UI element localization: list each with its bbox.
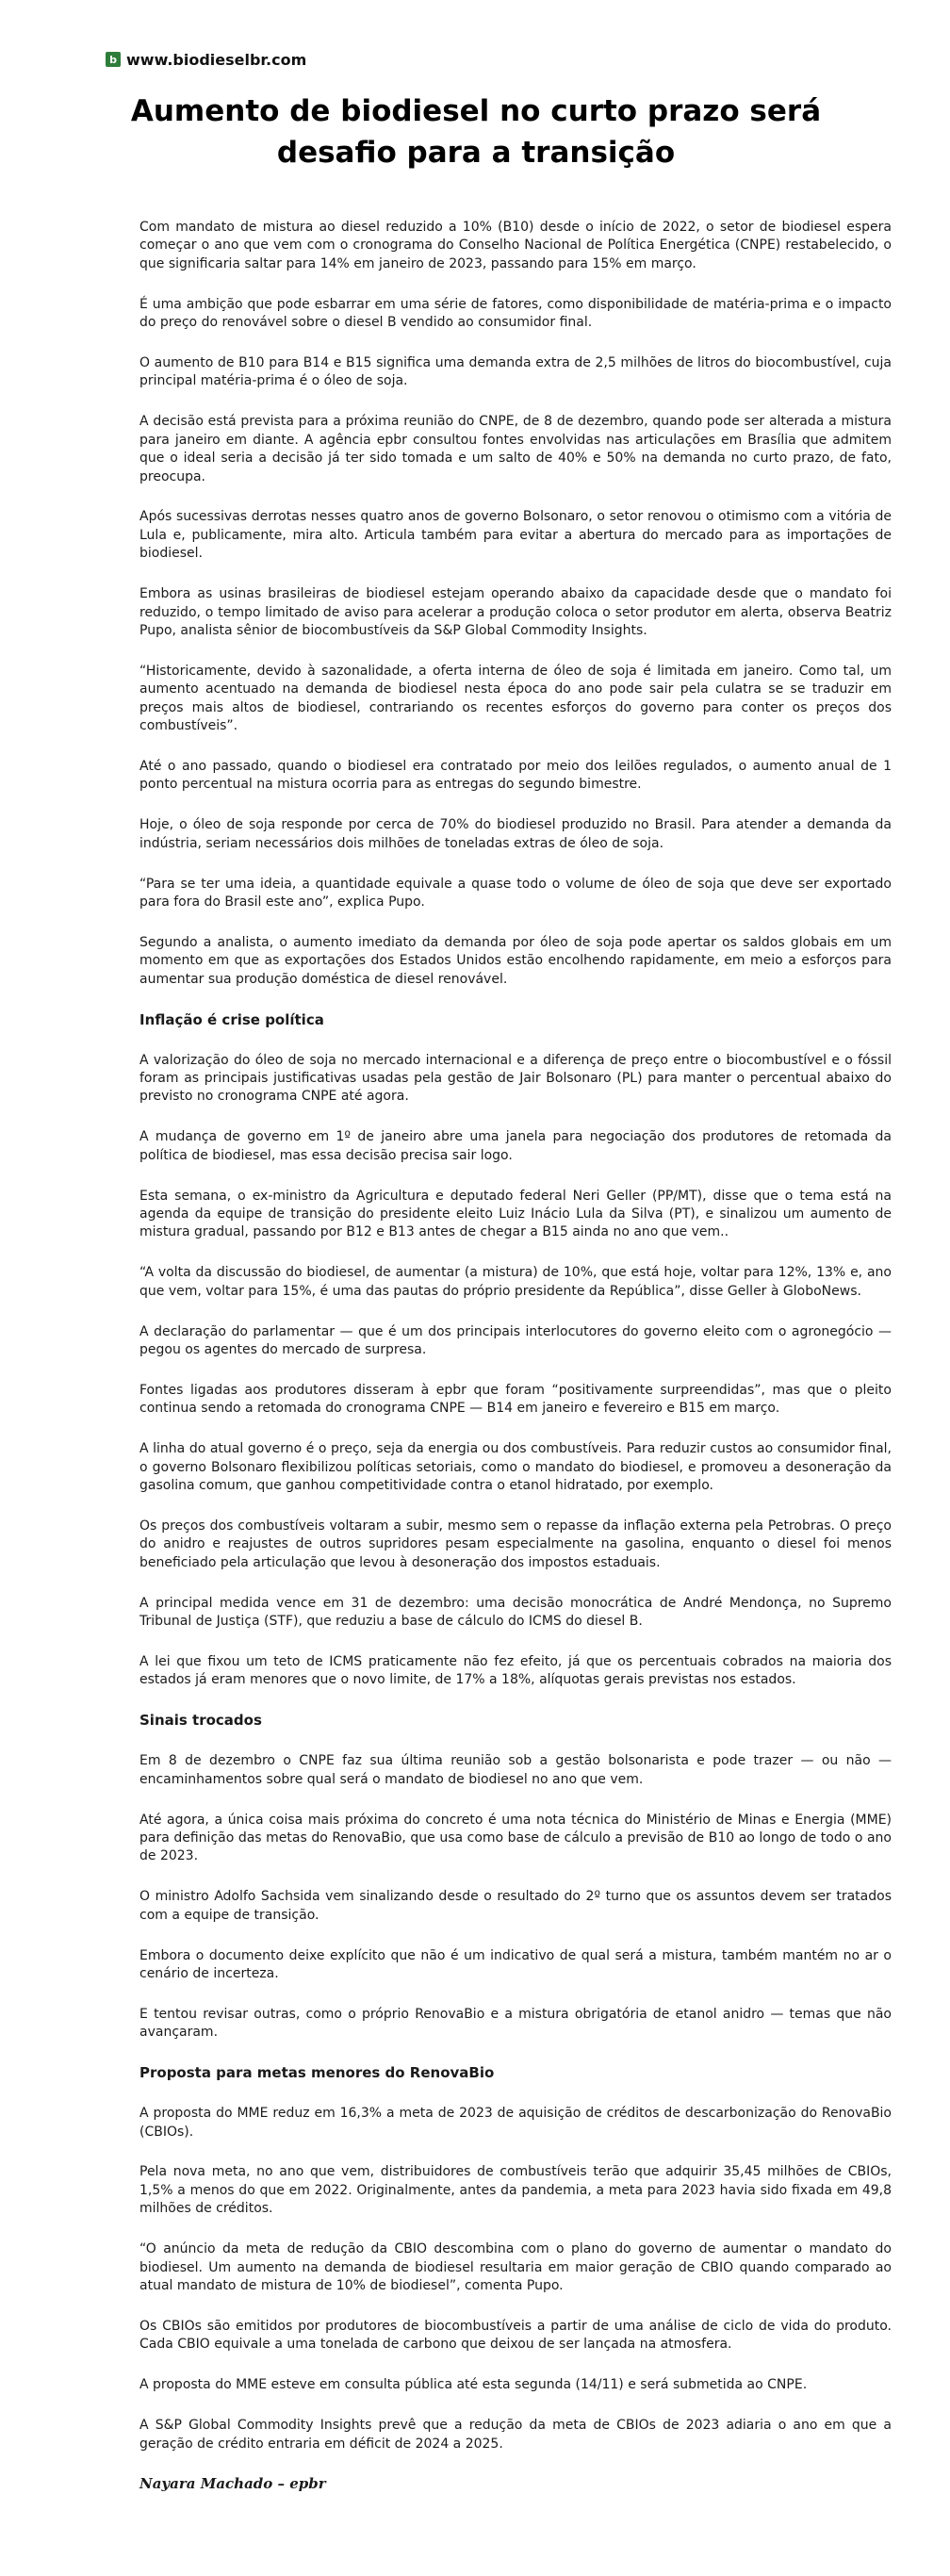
article-paragraph: E tentou revisar outras, como o próprio RenovaBio e a mistura obrigatória de etanol anidro — temas que não avançaram. <box>139 2006 892 2041</box>
section-heading: Inflação é crise política <box>139 1010 324 1028</box>
article-body <box>139 219 892 2494</box>
article-paragraph: Hoje, o óleo de soja responde por cerca de 70% do biodiesel produzido no Brasil. Para atender a demanda da indústria, seriam necessários dois milhões de toneladas extras de óleo de soja. <box>139 817 892 851</box>
article-title: Aumento de biodiesel no curto prazo será desafio para a transição <box>130 94 822 170</box>
article-paragraph: Com mandato de mistura ao diesel reduzido a 10% (B10) desde o início de 2022, o setor de biodiesel espera começar o ano que vem com o cronograma do Conselho Nacional de Política Energética (CNPE) restabelecido, o que significaria saltar para 14% em janeiro de 2023, passando para 15% em março. <box>139 220 892 271</box>
article-paragraph: A proposta do MME reduz em 16,3% a meta de 2023 de aquisição de créditos de descarbonização do RenovaBio (CBIOs). <box>139 2106 892 2140</box>
article-paragraph: A proposta do MME esteve em consulta pública até esta segunda (14/11) e será submetida ao CNPE. <box>139 2377 808 2393</box>
article-paragraph: Após sucessivas derrotas nesses quatro anos de governo Bolsonaro, o setor renovou o otimismo com a vitória de Lula e, publicamente, mira alto. Articula também para evitar a abertura do mercado para as importações de biodiesel. <box>139 509 892 562</box>
author-byline: Nayara Machado – epbr <box>139 2475 326 2493</box>
article-paragraph: É uma ambição que pode esbarrar em uma série de fatores, como disponibilidade de matéria-prima e o impacto do preço do renovável sobre o diesel B vendido ao consumidor final. <box>139 296 892 331</box>
article-paragraph: Esta semana, o ex-ministro da Agricultura e deputado federal Neri Geller (PP/MT), disse que o tema está na agenda da equipe de transição do presidente eleito Luiz Inácio Lula da Silva (PT), e sinalizou um aumento de mistura gradual, passando por B12 e B13 antes de chegar a B15 ainda no ano que vem.. <box>139 1188 892 1240</box>
article-paragraph: Os CBIOs são emitidos por produtores de biocombustíveis a partir de uma análise de ciclo de vida do produto. Cada CBIO equivale a uma tonelada de carbono que deixou de ser lançada na atmosfera. <box>139 2318 892 2353</box>
article-paragraph: Os preços dos combustíveis voltaram a subir, mesmo sem o repasse da inflação externa pela Petrobras. O preço do anidro e reajustes de outros supridores pesam especialmente na gasolina, enquanto o diesel foi menos beneficiado pela articulação que levou à desoneração dos impostos estaduais. <box>139 1518 892 1570</box>
article-paragraph: Fontes ligadas aos produtores disseram à epbr que foram “positivamente surpreendidas”, mas que o pleito continua sendo a retomada do cronograma CNPE — B14 em janeiro e fevereiro e B15 em março. <box>139 1382 892 1417</box>
section-heading: Sinais trocados <box>139 1712 262 1730</box>
article-paragraph: A S&P Global Commodity Insights prevê que a redução da meta de CBIOs de 2023 adiaria o ano em que a geração de crédito entraria em déficit de 2024 a 2025. <box>139 2418 892 2452</box>
article-paragraph: “A volta da discussão do biodiesel, de aumentar (a mistura) de 10%, que está hoje, voltar para 12%, 13% e, ano que vem, voltar para 15%, é uma das pautas do próprio presidente da República”, disse Geller à GloboNews. <box>139 1265 892 1299</box>
article-paragraph: Até agora, a única coisa mais próxima do concreto é uma nota técnica do Ministério de Minas e Energia (MME) para definição das metas do RenovaBio, que usa como base de cálculo a previsão de B10 ao longo de todo o ano de 2023. <box>139 1812 892 1864</box>
article-paragraph: A lei que fixou um teto de ICMS praticamente não fez efeito, já que os percentuais cobrados na maioria dos estados já eram menores que o novo limite, de 17% a 18%, alíquotas gerais previstas nos estados. <box>139 1654 892 1688</box>
article-paragraph: O aumento de B10 para B14 e B15 significa uma demanda extra de 2,5 milhões de litros do biocombustível, cuja principal matéria-prima é o óleo de soja. <box>139 355 892 389</box>
article-paragraph: Em 8 de dezembro o CNPE faz sua última reunião sob a gestão bolsonarista e pode trazer — ou não — encaminhamentos sobre qual será o mandato de biodiesel no ano que vem. <box>139 1753 892 1787</box>
article-paragraph: Embora as usinas brasileiras de biodiesel estejam operando abaixo da capacidade desde que o mandato foi reduzido, o tempo limitado de aviso para acelerar a produção coloca o setor produtor em alerta, observa Beatriz Pupo, analista sênior de biocombustíveis da S&P Global Commodity Insights. <box>139 586 892 638</box>
article-paragraph: “O anúncio da meta de redução da CBIO descombina com o plano do governo de aumentar o mandato do biodiesel. Um aumento na demanda de biodiesel resultaria em maior geração de CBIO quando comparado ao atual mandato de mistura de 10% de biodiesel”, comenta Pupo. <box>139 2241 892 2293</box>
article-paragraph: A decisão está prevista para a próxima reunião do CNPE, de 8 de dezembro, quando pode ser alterada a mistura para janeiro em diante. A agência epbr consultou fontes envolvidas nas articulações em Brasília que admitem que o ideal seria a decisão já ter sido tomada e um salto de 40% e 50% na demanda no curto prazo, de fato, preocupa. <box>139 414 892 484</box>
article-paragraph: A declaração do parlamentar — que é um dos principais interlocutores do governo eleito com o agronegócio — pegou os agentes do mercado de surpresa. <box>139 1323 892 1358</box>
article-paragraph: A mudança de governo em 1º de janeiro abre uma janela para negociação dos produtores de retomada da política de biodiesel, mas essa decisão precisa sair logo. <box>139 1129 892 1163</box>
article-paragraph: Embora o documento deixe explícito que não é um indicativo de qual será a mistura, também mantém no ar o cenário de incerteza. <box>139 1947 892 1981</box>
article-paragraph: A linha do atual governo é o preço, seja da energia ou dos combustíveis. Para reduzir custos ao consumidor final, o governo Bolsonaro flexibilizou políticas setoriais, como o mandato do biodiesel, e promoveu a desoneração da gasolina comum, que ganhou competitividade contra o etanol hidratado, por exemplo. <box>139 1441 892 1494</box>
site-url-link[interactable]: www.biodieselbr.com <box>126 50 307 69</box>
section-heading: Proposta para metas menores do RenovaBio <box>139 2064 495 2082</box>
article-paragraph: Até o ano passado, quando o biodiesel era contratado por meio dos leilões regulados, o aumento anual de 1 ponto percentual na mistura ocorria para as entregas do segundo bimestre. <box>139 759 892 793</box>
article-paragraph: A principal medida vence em 31 de dezembro: uma decisão monocrática de André Mendonça, no Supremo Tribunal de Justiça (STF), que reduziu a base de cálculo do ICMS do diesel B. <box>139 1595 892 1630</box>
article-paragraph: “Para se ter uma ideia, a quantidade equivale a quase todo o volume de óleo de soja que deve ser exportado para fora do Brasil este ano”, explica Pupo. <box>139 876 892 911</box>
article-paragraph: Segundo a analista, o aumento imediato da demanda por óleo de soja pode apertar os saldos globais em um momento em que as exportações dos Estados Unidos estão encolhendo rapidamente, em meio a esforços para aumentar sua produção doméstica de diesel renovável. <box>139 934 892 987</box>
article-paragraph: “Historicamente, devido à sazonalidade, a oferta interna de óleo de soja é limitada em janeiro. Como tal, um aumento acentuado na demanda de biodiesel nesta época do ano pode sair pela culatra se se traduzir em preços mais altos de biodiesel, contrariando os recentes esforços do governo para conter os preços dos combustíveis”. <box>139 663 892 734</box>
article-paragraph: Pela nova meta, no ano que vem, distribuidores de combustíveis terão que adquirir 35,45 milhões de CBIOs, 1,5% a menos do que em 2022. Originalmente, antes da pandemia, a meta para 2023 havia sido fixada em 49,8 milhões de créditos. <box>139 2164 892 2217</box>
site-logo-icon: b <box>106 52 121 67</box>
article-paragraph: O ministro Adolfo Sachsida vem sinalizando desde o resultado do 2º turno que os assuntos devem ser tratados com a equipe de transição. <box>139 1889 892 1923</box>
article-paragraph: A valorização do óleo de soja no mercado internacional e a diferença de preço entre o biocombustível e o fóssil foram as principais justificativas usadas pela gestão de Jair Bolsonaro (PL) para manter o percentual abaixo do previsto no cronograma CNPE até agora. <box>139 1052 892 1105</box>
site-header <box>106 49 306 70</box>
